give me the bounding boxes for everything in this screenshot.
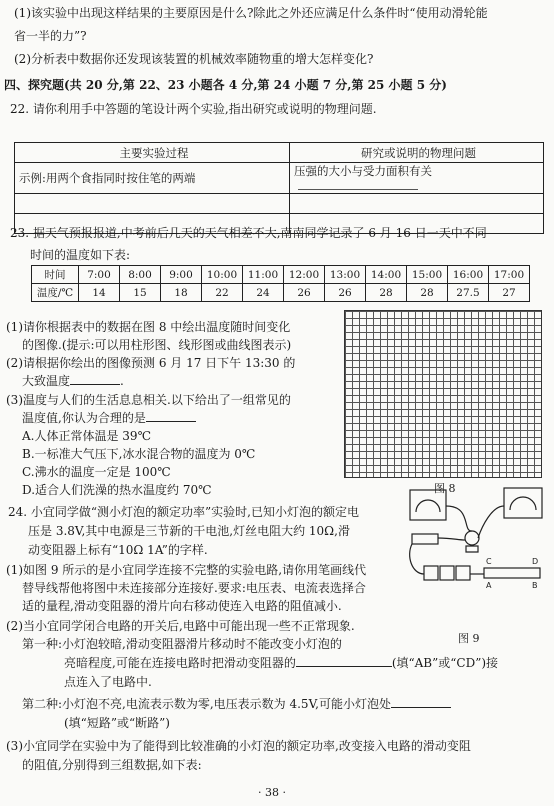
- q24-stem-1: 24. 小宜同学做“测小灯泡的额定功率”实验时,已知小灯泡的额定电: [8, 505, 359, 519]
- q24-part3-line1: (3)小宜同学在实验中为了能得到比较准确的小灯泡的额定功率,改变接入电路的滑动变阻: [6, 739, 471, 753]
- figure-9-caption: 图 9: [458, 632, 480, 645]
- rheostat-icon: [484, 568, 540, 578]
- q23-option-c: C.沸水的温度一定是 100℃: [22, 465, 171, 479]
- section-heading: 四、探究题(共 20 分,第 22、23 小题各 4 分,第 24 小题 7 分,第 25 小题 5 分): [4, 78, 447, 92]
- q24-part1-line2: 替导线帮他将图中未连接部分连接好.要求:电压表、电流表选择合: [22, 581, 366, 595]
- terminal-label-a: A: [486, 581, 492, 590]
- terminal-label-d: D: [532, 557, 539, 566]
- q23-temp-cell: 22: [202, 284, 243, 302]
- q22-example-problem: 压强的大小与受力面积有关: [290, 163, 544, 194]
- q22-header-process: 主要实验过程: [15, 143, 290, 163]
- q23-time-cell: 10:00: [202, 266, 243, 284]
- q24-stem-3: 动变阻器上标有“10Ω 1A”的字样.: [28, 543, 208, 557]
- q22-header-problem: 研究或说明的物理问题: [290, 143, 544, 163]
- q23-temp-row: [32, 284, 530, 302]
- voltmeter-icon: [410, 490, 446, 520]
- q23-part3-line2: 温度值,你认为合理的是: [22, 411, 196, 425]
- q23-time-cell: 12:00: [284, 266, 325, 284]
- q24-part2-line4: 点连入了电路中.: [64, 675, 152, 689]
- q23-part1-line1: (1)请你根据表中的数据在图 8 中绘出温度随时间变化: [6, 320, 291, 334]
- q23-part2-line1: (2)请根据你绘出的图像预测 6 月 17 日下午 13:30 的: [6, 356, 296, 370]
- graph-grid-figure-8[interactable]: [344, 310, 542, 478]
- q24-part2-line5: 第二种:小灯泡不亮,电流表示数为零,电压表示数为 4.5V,可能小灯泡处: [22, 697, 451, 711]
- q22-answer-problem-1[interactable]: [290, 194, 544, 214]
- q22-example-process: 示例:用两个食指同时按住笔的两端: [15, 163, 290, 194]
- prev-question-line-1: (1)该实验中出现这样结果的主要原因是什么?除此之外还应满足什么条件时“使用动滑轮能: [14, 6, 488, 20]
- q23-temp-cell: 24: [243, 284, 284, 302]
- figure-8-caption: 图 8: [434, 482, 456, 495]
- switch-icon: [412, 534, 438, 544]
- q23-temp-cell: 15: [120, 284, 161, 302]
- q23-temp-cell: 14: [79, 284, 120, 302]
- q23-temp-cell: 28: [407, 284, 448, 302]
- q24-part3-line2: 的阻值,分别得到三组数据,如下表:: [22, 758, 202, 772]
- q24-stem-2: 压是 3.8V,其中电源是三节新的干电池,灯丝电阻大约 10Ω,滑: [28, 524, 350, 538]
- prev-question-line-3: (2)分析表中数据你还发现该装置的机械效率随物重的增大怎样变化?: [14, 52, 374, 66]
- q23-option-b: B.一标准大气压下,冰水混合物的温度为 0℃: [22, 447, 256, 461]
- q23-temp-cell: 26: [325, 284, 366, 302]
- circuit-figure-9: [402, 486, 548, 606]
- q23-part3-line1: (3)温度与人们的生活息息相关.以下给出了一组常见的: [6, 393, 291, 407]
- q23-time-label: 时间: [32, 266, 79, 284]
- ammeter-icon: [504, 488, 542, 518]
- q23-temp-cell: 18: [161, 284, 202, 302]
- q23-temp-cell: 26: [284, 284, 325, 302]
- prev-question-line-2: 省一半的力”?: [14, 29, 87, 43]
- bulb-icon: [465, 531, 479, 545]
- q24-part2-blank-1[interactable]: [296, 656, 392, 667]
- battery-icon: [424, 566, 438, 580]
- q24-part2-line2: 第一种:小灯泡较暗,滑动变阻器滑片移动时不能改变小灯泡的: [22, 637, 342, 651]
- q23-temp-cell: 28: [366, 284, 407, 302]
- q24-part2-line3: 亮暗程度,可能在连接电路时把滑动变阻器的 (填“AB”或“CD”)接: [64, 656, 499, 670]
- q24-part2-line1: (2)当小宜同学闭合电路的开关后,电路中可能出现一些不正常现象.: [6, 619, 355, 633]
- q23-time-cell: 8:00: [120, 266, 161, 284]
- q23-temp-cell: 27.5: [448, 284, 489, 302]
- terminal-label-c: C: [486, 557, 492, 566]
- q23-time-cell: 14:00: [366, 266, 407, 284]
- q23-time-cell: 11:00: [243, 266, 284, 284]
- q23-part3-blank[interactable]: [146, 411, 196, 422]
- q23-time-cell: 9:00: [161, 266, 202, 284]
- q23-temperature-table: [31, 265, 530, 302]
- q23-stem-2: 时间的温度如下表:: [30, 248, 131, 262]
- q23-option-d: D.适合人们洗澡的热水温度约 70℃: [22, 483, 212, 497]
- q23-temp-label: 温度/℃: [32, 284, 79, 302]
- q24-part1-line1: (1)如图 9 所示的是小宜同学连接不完整的实验电路,请你用笔画线代: [6, 563, 367, 577]
- q23-time-cell: 13:00: [325, 266, 366, 284]
- q22-table: [14, 142, 544, 234]
- q24-part2-line6: (填“短路”或“断路”): [64, 716, 170, 730]
- q23-option-a: A.人体正常体温是 39℃: [22, 429, 151, 443]
- q23-time-cell: 16:00: [448, 266, 489, 284]
- q23-time-cell: 7:00: [79, 266, 120, 284]
- q24-part1-line3: 适的量程,滑动变阻器的滑片向右移动使连入电路的阻值减小.: [22, 599, 342, 613]
- q23-time-cell: 17:00: [489, 266, 530, 284]
- q23-time-cell: 15:00: [407, 266, 448, 284]
- q23-part2-blank[interactable]: [70, 374, 120, 385]
- q23-temp-cell: 27: [489, 284, 530, 302]
- page-number: · 38 ·: [258, 786, 286, 799]
- q23-time-row: [32, 266, 530, 284]
- q24-part2-blank-2[interactable]: [391, 697, 451, 708]
- q23-part1-line2: 的图像.(提示:可以用柱形图、线形图或曲线图表示): [22, 338, 292, 352]
- terminal-label-b: B: [532, 581, 538, 590]
- q23-stem-1: 23. 据天气预报报道,中考前后几天的天气相差不大,南南同学记录了 6 月 16 日一天中不同: [10, 226, 487, 240]
- q22-answer-process-1[interactable]: [15, 194, 290, 214]
- q23-part2-line2: 大致温度 .: [22, 374, 124, 388]
- q22-stem: 22. 请你利用手中答题的笔设计两个实验,指出研究或说明的物理问题.: [10, 102, 377, 116]
